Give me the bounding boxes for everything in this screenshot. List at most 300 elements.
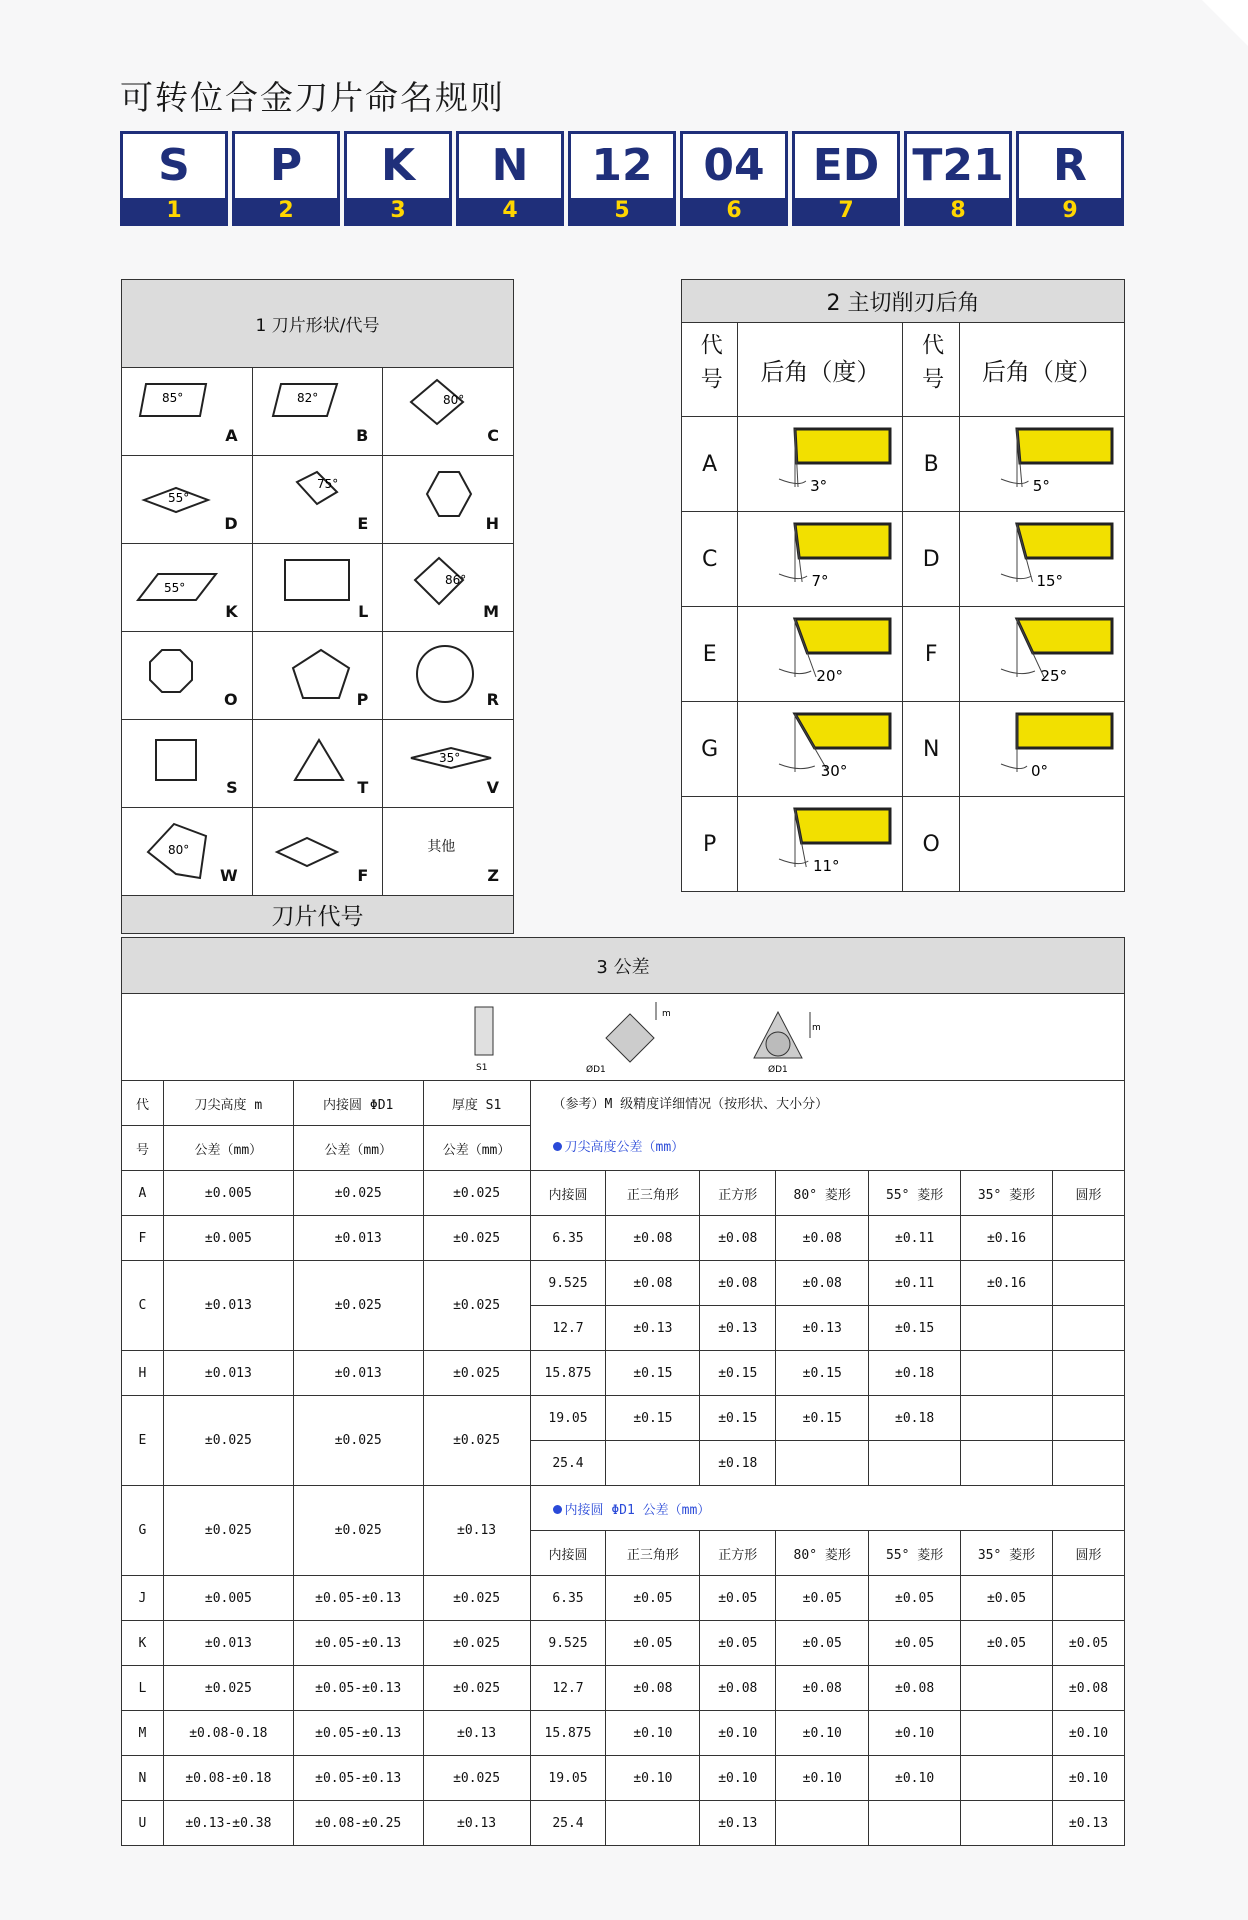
clearance-figure xyxy=(959,607,1124,702)
tol-cell xyxy=(961,1666,1053,1711)
clearance-row xyxy=(682,417,1125,512)
code-letter: P xyxy=(269,140,303,191)
clearance-code: D xyxy=(903,512,959,607)
shape-code-label: W xyxy=(220,866,238,885)
clearance-code: N xyxy=(903,702,959,797)
tol-cell: ±0.013 xyxy=(163,1351,293,1396)
tol-subheader: 80° 菱形 xyxy=(776,1531,869,1576)
tol-cell: ±0.025 xyxy=(423,1576,530,1621)
clearance-code: C xyxy=(682,512,738,607)
clearance-figure xyxy=(738,512,903,607)
shape-code-label: C xyxy=(487,426,499,445)
tol-cell: M xyxy=(122,1711,164,1756)
tol-cell: N xyxy=(122,1756,164,1801)
tol-cell: F xyxy=(122,1216,164,1261)
tol-cell: 内接圆 ΦD1 xyxy=(293,1081,423,1126)
tol-cell: ±0.16 xyxy=(961,1261,1053,1306)
tol-cell: ±0.15 xyxy=(869,1306,961,1351)
tol-cell: 9.525 xyxy=(530,1621,606,1666)
code-letter: K xyxy=(380,140,416,191)
svg-text:20°: 20° xyxy=(816,667,844,685)
tolerance-figures xyxy=(122,994,1125,1081)
tip-section-title-text: 刀尖高度公差（mm） xyxy=(564,1140,685,1155)
clearance-wedge-icon xyxy=(745,702,895,790)
svg-text:11°: 11° xyxy=(813,857,840,875)
tol-row xyxy=(122,1711,1125,1756)
code-number: 8 xyxy=(907,198,1009,223)
tol-cell: ±0.05 xyxy=(606,1621,700,1666)
tol-cell: 6.35 xyxy=(530,1216,606,1261)
code-letter: R xyxy=(1053,140,1087,191)
tol-cell: ±0.025 xyxy=(423,1261,530,1351)
tol-cell xyxy=(1052,1351,1124,1396)
tol-cell: ±0.05 xyxy=(776,1621,869,1666)
tol-cell: ±0.18 xyxy=(869,1396,961,1441)
shape-code-label: V xyxy=(486,778,499,797)
shape-code-label: P xyxy=(356,690,369,709)
shape-row xyxy=(122,368,514,456)
clearance-figure xyxy=(738,702,903,797)
shape-cell-h xyxy=(383,456,514,544)
code-box-9 xyxy=(1016,131,1124,226)
tol-cell: ±0.16 xyxy=(961,1216,1053,1261)
tol-cell xyxy=(961,1306,1053,1351)
shape-code-label: H xyxy=(485,514,499,533)
tol-cell: ±0.05 xyxy=(700,1576,776,1621)
clearance-figure xyxy=(959,512,1124,607)
shape-s-icon xyxy=(136,728,236,794)
tol-cell xyxy=(1052,1441,1124,1486)
tol-row xyxy=(122,1261,1125,1306)
tol-cell: H xyxy=(122,1351,164,1396)
svg-text:15°: 15° xyxy=(1036,572,1063,590)
tol-cell: ±0.025 xyxy=(163,1396,293,1486)
tol-cell: 号 xyxy=(122,1126,164,1171)
clearance-wedge-icon xyxy=(967,417,1117,505)
code-letter: N xyxy=(491,140,529,191)
shape-b-icon xyxy=(267,376,367,442)
tol-cell: ±0.13 xyxy=(423,1711,530,1756)
clearance-code: A xyxy=(682,417,738,512)
tol-subheader: 55° 菱形 xyxy=(869,1171,961,1216)
tol-cell: ±0.025 xyxy=(163,1486,293,1576)
d1-section-cell xyxy=(530,1486,1124,1531)
shape-cell-b xyxy=(252,368,383,456)
tolerance-table-header: 3 公差 xyxy=(122,938,1125,994)
shape-code-label: K xyxy=(225,602,238,621)
tol-cell: ±0.08 xyxy=(700,1216,776,1261)
shape-cell-w xyxy=(122,808,253,896)
tol-cell: ±0.08 xyxy=(606,1666,700,1711)
tol-cell: ±0.08 xyxy=(869,1666,961,1711)
tol-cell: ±0.13 xyxy=(1052,1801,1124,1846)
tol-cell: ±0.13 xyxy=(423,1486,530,1576)
tol-cell xyxy=(776,1441,869,1486)
code-box-4 xyxy=(456,131,564,226)
tol-cell: ±0.10 xyxy=(700,1756,776,1801)
bullet-icon xyxy=(553,1505,562,1514)
tol-cell: J xyxy=(122,1576,164,1621)
svg-text:25°: 25° xyxy=(1040,667,1068,685)
svg-text:7°: 7° xyxy=(811,572,829,590)
clearance-row xyxy=(682,512,1125,607)
tol-cell: ±0.005 xyxy=(163,1171,293,1216)
tol-ref-cell xyxy=(530,1081,1124,1171)
shape-l-icon xyxy=(267,552,367,618)
tol-cell: ±0.05-±0.13 xyxy=(293,1756,423,1801)
clearance-wedge-icon xyxy=(745,607,895,695)
shape-code-label: E xyxy=(357,514,369,533)
shape-table-footer: 刀片代号 xyxy=(122,896,514,934)
shape-cell-v xyxy=(383,720,514,808)
clearance-figure xyxy=(738,797,903,892)
shape-f-icon xyxy=(267,816,367,882)
tol-subheader: 正三角形 xyxy=(606,1171,700,1216)
tol-cell: ±0.10 xyxy=(700,1711,776,1756)
tol-cell: G xyxy=(122,1486,164,1576)
tol-cell: ±0.025 xyxy=(293,1261,423,1351)
clearance-figure xyxy=(959,702,1124,797)
shape-code-label: L xyxy=(358,602,369,621)
tol-cell xyxy=(961,1441,1053,1486)
tol-cell: ±0.05 xyxy=(776,1576,869,1621)
tol-cell: ±0.10 xyxy=(776,1756,869,1801)
code-number: 1 xyxy=(123,198,225,223)
tol-cell: 25.4 xyxy=(530,1801,606,1846)
tol-cell: 9.525 xyxy=(530,1261,606,1306)
tol-subheader: 圆形 xyxy=(1052,1171,1124,1216)
tol-cell: ±0.08-0.18 xyxy=(163,1711,293,1756)
shape-t-icon xyxy=(267,728,367,794)
tol-cell xyxy=(961,1351,1053,1396)
tol-cell: ±0.05 xyxy=(869,1576,961,1621)
tol-cell: ±0.10 xyxy=(776,1711,869,1756)
tol-cell: ±0.025 xyxy=(423,1171,530,1216)
code-box-5 xyxy=(568,131,676,226)
tol-cell: ±0.13 xyxy=(700,1801,776,1846)
tip-section-title xyxy=(553,1136,1124,1155)
shape-code-label: A xyxy=(225,426,238,445)
tol-cell: ±0.18 xyxy=(700,1441,776,1486)
shape-r-icon xyxy=(397,640,497,706)
svg-text:5°: 5° xyxy=(1032,477,1050,495)
tol-cell: ±0.05 xyxy=(961,1621,1053,1666)
tol-cell: ±0.013 xyxy=(163,1261,293,1351)
tol-subheader: 正方形 xyxy=(700,1171,776,1216)
tol-cell: ±0.08 xyxy=(776,1261,869,1306)
tol-cell: ±0.08 xyxy=(776,1216,869,1261)
tol-cell: 公差（mm） xyxy=(423,1126,530,1171)
tol-row xyxy=(122,1801,1125,1846)
shape-cell-z xyxy=(383,808,514,896)
tol-cell: 公差（mm） xyxy=(293,1126,423,1171)
tol-cell: ±0.15 xyxy=(606,1351,700,1396)
tol-subheader: 圆形 xyxy=(1052,1531,1124,1576)
shape-code-label: B xyxy=(356,426,369,445)
clearance-row xyxy=(682,797,1125,892)
svg-text:3°: 3° xyxy=(810,477,828,495)
page-fold xyxy=(1202,0,1248,46)
tol-cell: ±0.013 xyxy=(293,1216,423,1261)
code-letter: 12 xyxy=(591,140,653,191)
tol-cell: ±0.05 xyxy=(606,1576,700,1621)
tol-cell xyxy=(1052,1261,1124,1306)
tol-cell: 25.4 xyxy=(530,1441,606,1486)
tol-cell: ±0.10 xyxy=(606,1711,700,1756)
svg-text:0°: 0° xyxy=(1030,762,1048,780)
tol-subheader: 80° 菱形 xyxy=(776,1171,869,1216)
shape-code-label: Z xyxy=(487,866,499,885)
tol-cell: 19.05 xyxy=(530,1756,606,1801)
shape-e-icon xyxy=(267,464,367,530)
shape-angle: 85° xyxy=(162,391,184,405)
tol-cell: ±0.025 xyxy=(293,1171,423,1216)
shape-angle: 80° xyxy=(168,843,190,857)
d1-label-2: ØD1 xyxy=(768,1065,788,1075)
clearance-wedge-icon xyxy=(745,797,895,885)
tol-cell: ±0.13 xyxy=(776,1306,869,1351)
shape-cell-t xyxy=(252,720,383,808)
clearance-code: G xyxy=(682,702,738,797)
tol-subheader: 正三角形 xyxy=(606,1531,700,1576)
tol-row xyxy=(122,1396,1125,1441)
clearance-wedge-icon xyxy=(967,702,1117,790)
clearance-code: E xyxy=(682,607,738,702)
tol-row xyxy=(122,1171,1125,1216)
tol-cell xyxy=(961,1711,1053,1756)
tol-cell xyxy=(1052,1396,1124,1441)
shape-a-icon xyxy=(136,376,236,442)
shape-code-label: R xyxy=(486,690,499,709)
tol-cell: 15.875 xyxy=(530,1351,606,1396)
clearance-wedge-icon xyxy=(745,512,895,600)
shape-angle: 35° xyxy=(439,751,461,765)
tol-cell: E xyxy=(122,1396,164,1486)
tol-cell: ±0.013 xyxy=(163,1621,293,1666)
tol-cell: ±0.18 xyxy=(869,1351,961,1396)
clearance-figure xyxy=(738,417,903,512)
tol-cell: L xyxy=(122,1666,164,1711)
tol-cell: ±0.10 xyxy=(1052,1756,1124,1801)
shape-cell-p xyxy=(252,632,383,720)
tol-row xyxy=(122,1486,1125,1531)
tol-cell: ±0.025 xyxy=(423,1621,530,1666)
d1-section-title xyxy=(553,1499,1124,1518)
clearance-figure xyxy=(959,417,1124,512)
shape-code-label: T xyxy=(357,778,369,797)
tol-cell: ±0.08-±0.18 xyxy=(163,1756,293,1801)
tol-cell: ±0.08 xyxy=(606,1261,700,1306)
tol-cell: ±0.08 xyxy=(700,1261,776,1306)
tol-row xyxy=(122,1621,1125,1666)
shape-o-icon xyxy=(136,640,236,706)
tol-cell: ±0.13 xyxy=(606,1306,700,1351)
code-number: 7 xyxy=(795,198,897,223)
tol-cell: ±0.08-±0.25 xyxy=(293,1801,423,1846)
tol-cell: ±0.005 xyxy=(163,1216,293,1261)
clearance-code: P xyxy=(682,797,738,892)
tol-cell: U xyxy=(122,1801,164,1846)
tol-cell: K xyxy=(122,1621,164,1666)
shape-cell-e xyxy=(252,456,383,544)
tol-cell xyxy=(961,1801,1053,1846)
shape-row xyxy=(122,544,514,632)
tol-cell: ±0.025 xyxy=(423,1756,530,1801)
tol-cell: ±0.005 xyxy=(163,1576,293,1621)
code-number: 3 xyxy=(347,198,449,223)
tol-cell: 19.05 xyxy=(530,1396,606,1441)
tol-subheader: 内接圆 xyxy=(530,1531,606,1576)
tol-cell xyxy=(869,1801,961,1846)
tol-cell: ±0.025 xyxy=(293,1396,423,1486)
tol-cell: ±0.05-±0.13 xyxy=(293,1576,423,1621)
s1-label: S1 xyxy=(476,1063,488,1073)
shape-table-header: 1 刀片形状/代号 xyxy=(122,280,514,368)
col-angle: 后角（度） xyxy=(959,323,1124,417)
clearance-row xyxy=(682,702,1125,797)
shape-cell-o xyxy=(122,632,253,720)
code-letter: ED xyxy=(812,140,880,191)
shape-cell-a xyxy=(122,368,253,456)
shape-row xyxy=(122,720,514,808)
tol-cell: ±0.13 xyxy=(423,1801,530,1846)
shape-cell-d xyxy=(122,456,253,544)
tol-cell xyxy=(961,1756,1053,1801)
tol-cell: ±0.025 xyxy=(423,1216,530,1261)
shape-cell-l xyxy=(252,544,383,632)
tolerance-table xyxy=(121,937,1125,1846)
tol-row xyxy=(122,1216,1125,1261)
tol-cell: ±0.05 xyxy=(1052,1621,1124,1666)
shape-row xyxy=(122,456,514,544)
tol-subheader: 正方形 xyxy=(700,1531,776,1576)
shape-v-icon xyxy=(397,728,497,794)
shape-code-label: F xyxy=(357,866,369,885)
d1-section-title-text: 内接圆 ΦD1 公差（mm） xyxy=(564,1502,711,1518)
tol-cell: 12.7 xyxy=(530,1306,606,1351)
tol-cell: ±0.08 xyxy=(776,1666,869,1711)
tol-cell: ±0.05-±0.13 xyxy=(293,1711,423,1756)
tol-cell xyxy=(869,1441,961,1486)
shape-row xyxy=(122,632,514,720)
tolerance-diagram xyxy=(122,994,1126,1078)
tol-cell: ±0.05 xyxy=(700,1621,776,1666)
code-number: 6 xyxy=(683,198,785,223)
tol-cell: ±0.08 xyxy=(606,1216,700,1261)
code-box-7 xyxy=(792,131,900,226)
tol-cell: ±0.025 xyxy=(163,1666,293,1711)
m-label-1: m xyxy=(662,1009,671,1019)
tol-cell: ±0.05-±0.13 xyxy=(293,1666,423,1711)
shape-d-icon xyxy=(136,464,236,530)
tol-cell: ±0.15 xyxy=(700,1396,776,1441)
tol-cell: ±0.08 xyxy=(1052,1666,1124,1711)
tol-cell: C xyxy=(122,1261,164,1351)
tol-cell xyxy=(606,1801,700,1846)
code-letter: T21 xyxy=(912,140,1004,191)
shape-cell-s xyxy=(122,720,253,808)
tol-cell: ±0.13 xyxy=(700,1306,776,1351)
clearance-table xyxy=(681,279,1125,892)
tol-cell: ±0.05-±0.13 xyxy=(293,1621,423,1666)
shape-angle: 55° xyxy=(164,581,186,595)
code-box-3 xyxy=(344,131,452,226)
tol-cell: ±0.10 xyxy=(869,1756,961,1801)
clearance-code: F xyxy=(903,607,959,702)
shape-code-label: M xyxy=(483,602,499,621)
tol-row xyxy=(122,1666,1125,1711)
col-code-text: 代号 xyxy=(918,332,944,401)
shape-cell-c xyxy=(383,368,514,456)
col-code xyxy=(682,323,738,417)
tol-cell: 厚度 S1 xyxy=(423,1081,530,1126)
tol-cell xyxy=(961,1396,1053,1441)
shape-cell-m xyxy=(383,544,514,632)
shape-p-icon xyxy=(267,640,367,706)
shape-angle: 86° xyxy=(445,573,467,587)
shape-angle: 55° xyxy=(168,491,190,505)
tol-subheader: 35° 菱形 xyxy=(961,1531,1053,1576)
tol-cell: 代 xyxy=(122,1081,164,1126)
tol-cell: ±0.11 xyxy=(869,1216,961,1261)
tol-cell: ±0.05 xyxy=(961,1576,1053,1621)
code-letter: 04 xyxy=(703,140,765,191)
tol-ref-text: （参考）M 级精度详细情况（按形状、大小分） xyxy=(552,1097,829,1112)
shape-row xyxy=(122,808,514,896)
col-code-text: 代号 xyxy=(697,332,723,401)
shape-code-label: O xyxy=(224,690,238,709)
shape-table xyxy=(121,279,514,934)
tol-cell: A xyxy=(122,1171,164,1216)
tol-cell xyxy=(1052,1306,1124,1351)
m-label-2: m xyxy=(812,1023,821,1033)
svg-text:30°: 30° xyxy=(821,762,848,780)
code-strip xyxy=(120,131,1124,226)
tol-cell: ±0.11 xyxy=(869,1261,961,1306)
tol-row xyxy=(122,1756,1125,1801)
code-number: 5 xyxy=(571,198,673,223)
clearance-wedge-icon xyxy=(745,417,895,505)
tol-cell: 15.875 xyxy=(530,1711,606,1756)
clearance-code: B xyxy=(903,417,959,512)
clearance-wedge-icon xyxy=(967,607,1117,695)
clearance-figure xyxy=(738,607,903,702)
shape-angle: 75° xyxy=(316,477,338,491)
tol-cell: 6.35 xyxy=(530,1576,606,1621)
shape-code-label: D xyxy=(224,514,238,533)
shape-k-icon xyxy=(136,552,236,618)
tol-cell: ±0.08 xyxy=(700,1666,776,1711)
tol-cell: 公差（mm） xyxy=(163,1126,293,1171)
tol-cell: 12.7 xyxy=(530,1666,606,1711)
clearance-wedge-icon xyxy=(967,512,1117,600)
shape-cell-f xyxy=(252,808,383,896)
bullet-icon xyxy=(553,1142,562,1151)
code-box-1 xyxy=(120,131,228,226)
shape-h-icon xyxy=(397,464,497,530)
clearance-row xyxy=(682,607,1125,702)
col-code xyxy=(903,323,959,417)
tol-header-row xyxy=(122,1081,1125,1126)
code-letter: S xyxy=(158,140,190,191)
shape-angle: 80° xyxy=(443,393,465,407)
shape-angle: 82° xyxy=(296,391,318,405)
shape-other-text: 其他 xyxy=(427,839,456,855)
tol-cell: ±0.15 xyxy=(776,1396,869,1441)
tol-cell: ±0.10 xyxy=(606,1756,700,1801)
shape-c-icon xyxy=(397,376,497,442)
tol-cell: ±0.025 xyxy=(423,1396,530,1486)
